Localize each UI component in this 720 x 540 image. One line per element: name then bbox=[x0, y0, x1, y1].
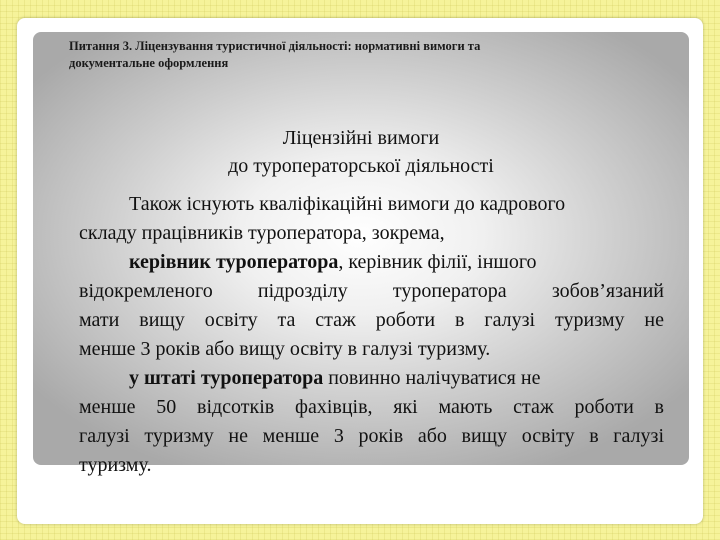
bold-term-staff: у штаті туроператора bbox=[129, 367, 324, 389]
body-line-4: відокремленого підрозділу туроператора зобов’язаний bbox=[79, 280, 664, 302]
body-line-2: складу працівників туроператора, зокрема, bbox=[79, 222, 445, 244]
body-line-5: мати вищу освіту та стаж роботи в галузі туризму не bbox=[79, 309, 664, 331]
body-line-9: галузі туризму не менше 3 років або вищу освіту в галузі bbox=[79, 425, 664, 447]
header-line-2: документальне оформлення bbox=[69, 56, 229, 70]
slide-header bbox=[69, 38, 629, 72]
body-line-6: менше 3 років або вищу освіту в галузі туризму. bbox=[79, 338, 491, 360]
body-text bbox=[79, 190, 664, 480]
content-panel bbox=[33, 32, 689, 476]
body-line-7 bbox=[79, 364, 664, 393]
body-line-1: Також існують кваліфікаційні вимоги до кадрового bbox=[129, 193, 566, 215]
body-line-3 bbox=[79, 248, 664, 277]
body-line-8: менше 50 відсотків фахівців, які мають стаж роботи в bbox=[79, 396, 664, 418]
slide-title bbox=[33, 124, 689, 180]
slide bbox=[17, 18, 703, 524]
body-line-7-rest: повинно налічуватися не bbox=[323, 367, 541, 389]
title-line-1: Ліцензійні вимоги bbox=[282, 127, 440, 149]
bold-term-manager: керівник туроператора bbox=[129, 251, 339, 273]
header-line-1: Питання 3. Ліцензування туристичної діяльності: нормативні вимоги та bbox=[69, 39, 481, 53]
body-line-10: туризму. bbox=[79, 454, 152, 476]
body-line-3-rest: , керівник філії, іншого bbox=[338, 251, 537, 273]
title-line-2: до туроператорської діяльності bbox=[228, 155, 494, 177]
